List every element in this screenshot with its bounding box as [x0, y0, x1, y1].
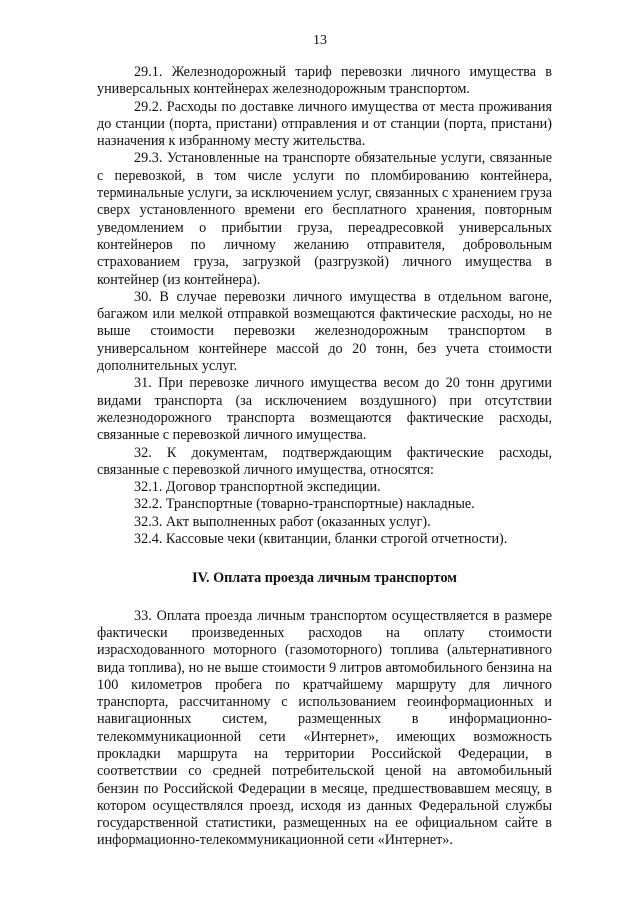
section-title: IV. Оплата проезда личным транспортом	[192, 570, 457, 587]
paragraph-30: 30. В случае перевозки личного имущества в отдельном вагоне, багажом или мелкой отправкой возмещаются фактические расходы, но не выше стоимости перевозки железнодорожным транспортом в универсальном контейнере массой до 20 тонн, без учета стоимости дополнительных услуг.	[97, 288, 552, 375]
paragraph-32-1: 32.1. Договор транспортной экспедиции.	[134, 479, 381, 496]
paragraph-29-1: 29.1. Железнодорожный тариф перевозки личного имущества в универсальных контейнерах железнодорожным транспортом.	[97, 64, 552, 98]
paragraph-32: 32. К документам, подтверждающим фактические расходы, связанные с перевозкой личного имущества, относятся:	[97, 444, 552, 478]
paragraph-33: 33. Оплата проезда личным транспортом осуществляется в размере фактически произведенных расходов на оплату стоимости израсходованного моторного (газомоторного) топлива (альтернативного вида топлива), но не выше стоимости 9 литров автомобильного бензина на 100 километров пробега по кратчайшему маршруту для личного транспорта, рассчитанному с использованием геоинформационных и навигационных систем, размещенных в информационно-телекоммуникационной сети «Интернет», имеющих возможность прокладки маршрута на территории Российской Федерации, в соответствии со средней потребительской ценой на автомобильный бензин по Российской Федерации в месяце, предшествовавшем месяцу, в котором осуществлялся проезд, исходя из данных Федеральной службы государственной статистики, размещенных на ее официальном сайте в информационно-телекоммуникационной сети «Интернет».	[97, 607, 552, 849]
paragraph-32-3: 32.3. Акт выполненных работ (оказанных услуг).	[134, 513, 431, 530]
paragraph-29-2: 29.2. Расходы по доставке личного имущества от места проживания до станции (порта, пристани) отправления и от станции (порта, пристани) назначения к избранному месту жительства.	[97, 98, 552, 150]
document-body	[97, 64, 552, 850]
paragraph-29-3: 29.3. Установленные на транспорте обязательные услуги, связанные с перевозкой, в том числе услуги по пломбированию контейнера, терминальные услуги, за исключением услуг, связанных с хранением груза сверх установленного времени его бесплатного хранения, повторным уведомлением о прибытии груза, переадресовкой универсальных контейнеров по личному желанию отправителя, добровольным страхованием груза, загрузкой (разгрузкой) личного имущества в контейнер (из контейнера).	[97, 150, 552, 288]
page-number: 13	[313, 33, 327, 48]
paragraph-32-4: 32.4. Кассовые чеки (квитанции, бланки строгой отчетности).	[134, 531, 508, 548]
paragraph-32-2: 32.2. Транспортные (товарно-транспортные) накладные.	[134, 496, 475, 513]
paragraph-31: 31. При перевозке личного имущества весом до 20 тонн другими видами транспорта (за исключением воздушного) при отсутствии железнодорожного транспорта возмещаются фактические расходы, связанные с перевозкой личного имущества.	[97, 375, 552, 444]
